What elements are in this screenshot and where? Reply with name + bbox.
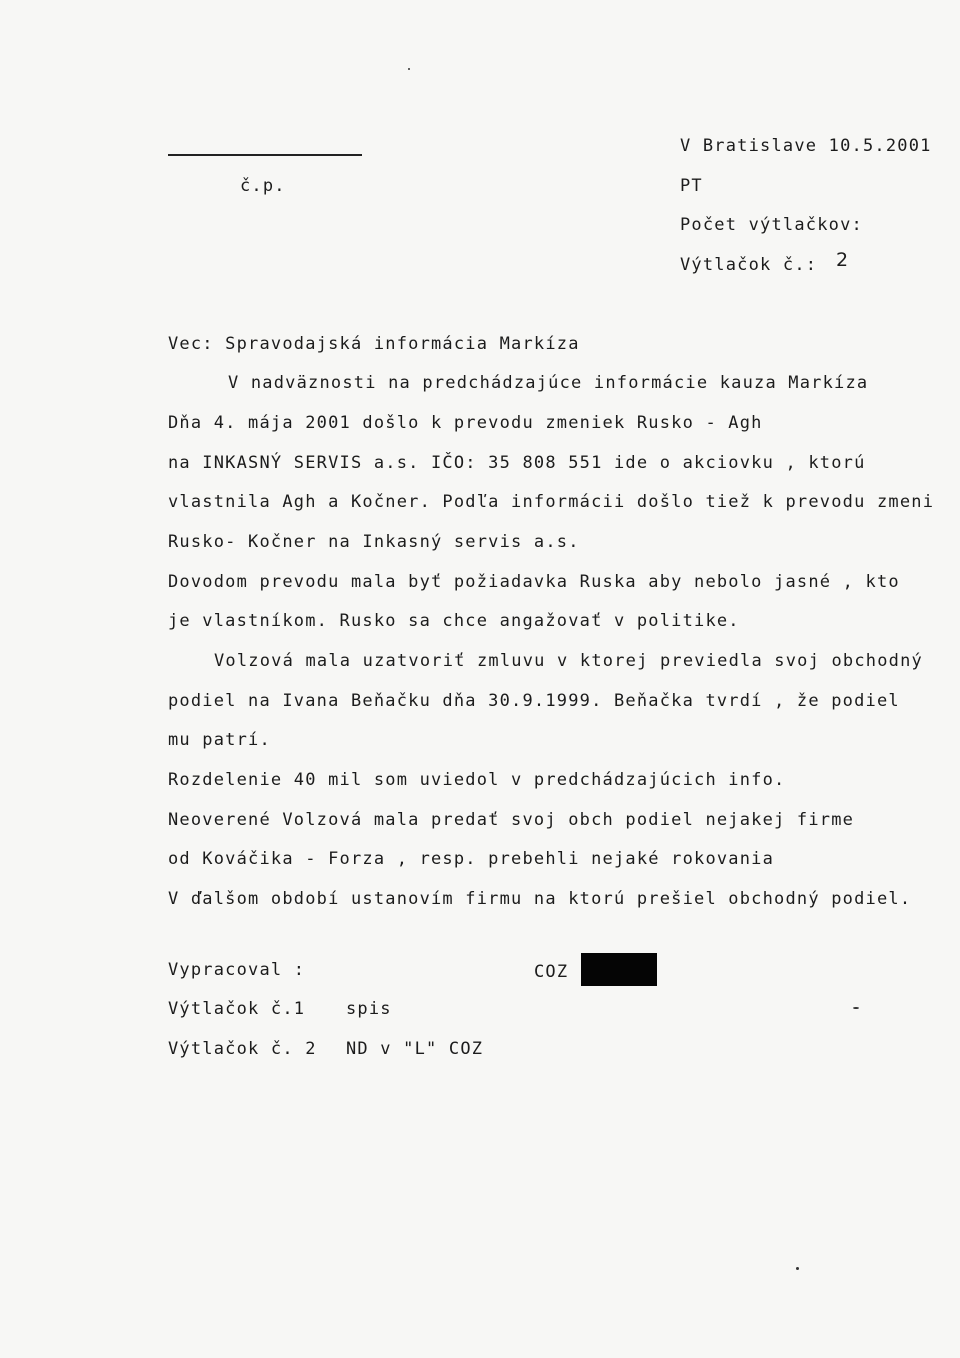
body-line: Dovodom prevodu mala byť požiadavka Ruska aby nebolo jasné , kto: [168, 572, 900, 592]
copy1-label: Výtlačok č.1: [168, 999, 306, 1019]
prepared-label: Vypracoval :: [168, 960, 306, 980]
pt-label: PT: [680, 176, 703, 196]
body-line: Neoverené Volzová mala predať svoj obch podiel nejakej firme: [168, 810, 855, 830]
body-line: V ďalšom období ustanovím firmu na ktorú prešiel obchodný podiel.: [168, 889, 912, 909]
body-line: podiel na Ivana Beňačku dňa 30.9.1999. Beňačka tvrdí , že podiel: [168, 691, 900, 711]
place-date: V Bratislave 10.5.2001: [680, 136, 932, 156]
body-line: Rusko- Kočner na Inkasný servis a.s.: [168, 532, 580, 552]
cp-label: č.p.: [240, 176, 286, 196]
copy2-value: ND v "L" COZ: [346, 1039, 484, 1059]
body-line: Rozdelenie 40 mil som uviedol v predchádzajúcich info.: [168, 770, 786, 790]
body-line: Volzová mala uzatvoriť zmluvu v ktorej previedla svoj obchodný: [214, 651, 923, 671]
body-line: vlastnila Agh a Kočner. Podľa informácii došlo tiež k prevodu zmeni: [168, 492, 935, 512]
copy-no-label: Výtlačok č.:: [680, 255, 818, 275]
copy1-value: spis: [346, 999, 392, 1019]
copies-count-label: Počet výtlačkov:: [680, 215, 863, 235]
body-line: V nadväznosti na predchádzajúce informácie kauza Markíza: [228, 373, 869, 393]
signature-rule: [168, 154, 362, 156]
copy-no-value: 2: [836, 249, 850, 271]
redaction-bar: [581, 953, 657, 986]
paper-speck: [408, 68, 410, 70]
body-line: na INKASNÝ SERVIS a.s. IČO: 35 808 551 ide o akciovku , ktorú: [168, 453, 866, 473]
paper-speck: [796, 1267, 799, 1270]
subject-line: Vec: Spravodajská informácia Markíza: [168, 334, 580, 354]
body-line: je vlastníkom. Rusko sa chce angažovať v politike.: [168, 611, 740, 631]
paper-speck: [853, 1007, 859, 1009]
prepared-value: COZ: [534, 962, 569, 982]
body-line: Dňa 4. mája 2001 došlo k prevodu zmeniek Rusko - Agh: [168, 413, 763, 433]
body-line: od Kováčika - Forza , resp. prebehli nejaké rokovania: [168, 849, 775, 869]
body-line: mu patrí.: [168, 730, 271, 750]
copy2-label: Výtlačok č. 2: [168, 1039, 317, 1059]
